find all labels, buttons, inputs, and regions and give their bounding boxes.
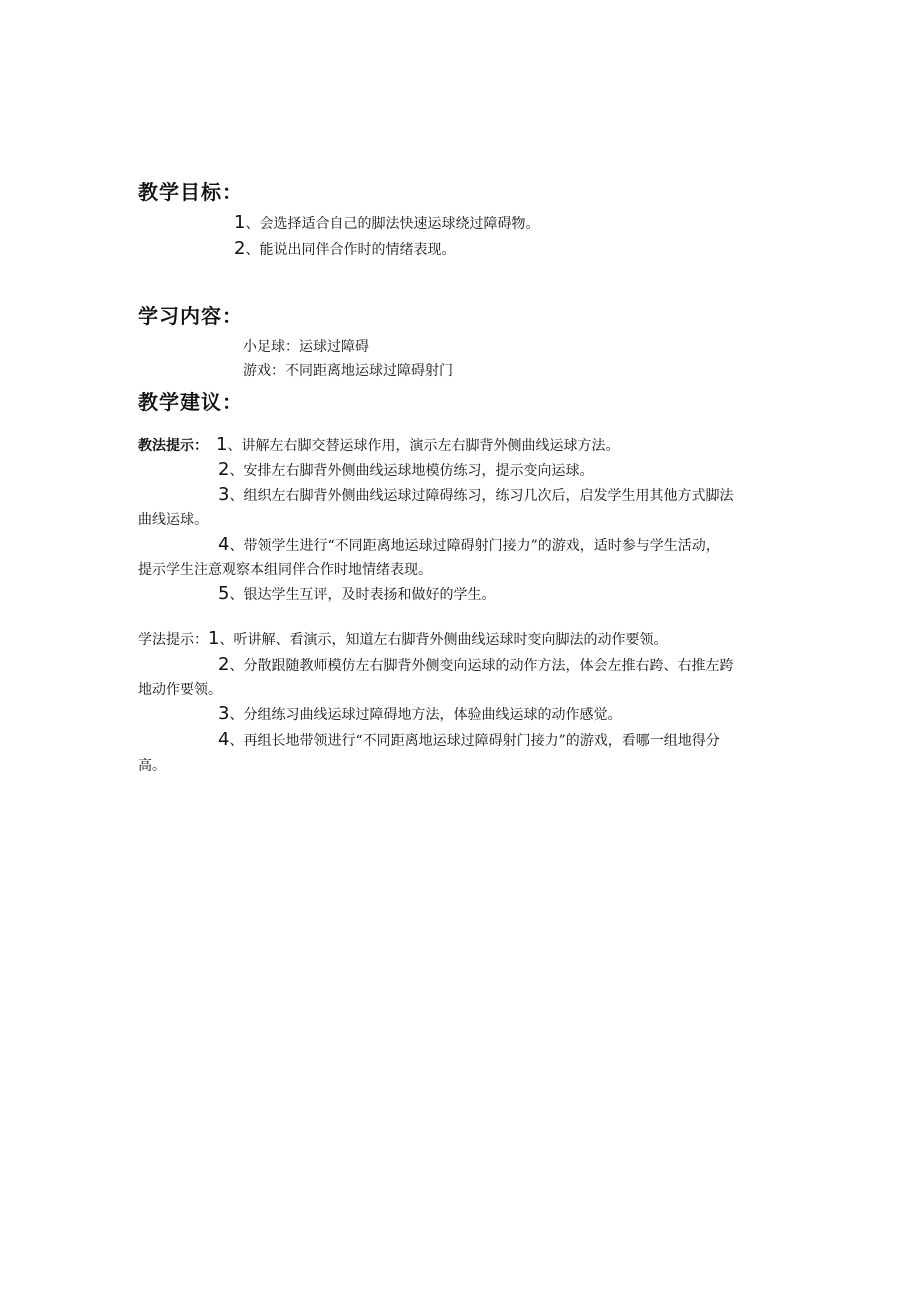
learning-item-text: 、分散跟随教师模仿左右脚背外侧变向运球的动作方法，体会左推右跨、右推左跨 xyxy=(229,658,734,674)
learning-item-text: 、分组练习曲线运球过障碍地方法，体验曲线运球的动作感觉。 xyxy=(229,707,622,723)
objective-item-number: 2 xyxy=(234,238,246,259)
teaching-item-number: 5 xyxy=(218,583,230,604)
teaching-item-number: 3 xyxy=(218,484,230,505)
teaching-item-text: 、带领学生进行“不同距离地运球过障碍射门接力”的游戏，适时参与学生活动， xyxy=(229,538,720,554)
learning-item xyxy=(218,731,720,750)
learning-label: 学法提示： xyxy=(138,632,208,648)
teaching-item-text: 、银达学生互评，及时表扬和做好的学生。 xyxy=(229,587,496,603)
objective-item xyxy=(234,214,539,233)
objective-item-number: 1 xyxy=(234,212,246,233)
teaching-item-number: 2 xyxy=(218,459,230,480)
learning-item-number: 3 xyxy=(218,703,230,724)
teaching-item xyxy=(218,536,720,555)
teaching-item xyxy=(138,436,619,455)
learning-item-text: 、再组长地带领进行“不同距离地运球过障碍射门接力”的游戏，看哪一组地得分 xyxy=(229,733,720,749)
teaching-label: 教法提示： xyxy=(138,438,208,454)
objective-item-text: 、会选择适合自己的脚法快速运球绕过障碍物。 xyxy=(245,216,540,232)
suggestions-heading: 教学建议： xyxy=(138,390,243,414)
objective-item-text: 、能说出同伴合作时的情绪表现。 xyxy=(245,242,456,258)
learning-item-continuation: 高。 xyxy=(138,758,166,774)
objectives-heading: 教学目标： xyxy=(138,180,243,204)
content-item: 游戏：不同距离地运球过障碍射门 xyxy=(243,363,453,379)
objective-item xyxy=(234,240,455,259)
teaching-item-number: 4 xyxy=(218,534,230,555)
teaching-item-text: 、组织左右脚背外侧曲线运球过障碍练习，练习几次后，启发学生用其他方式脚法 xyxy=(229,488,734,504)
teaching-item-text: 、安排左右脚背外侧曲线运球地模仿练习，提示变向运球。 xyxy=(229,463,594,479)
learning-item xyxy=(138,630,667,649)
learning-item-number: 1 xyxy=(208,628,220,649)
content-heading: 学习内容： xyxy=(138,304,243,328)
learning-item-number: 2 xyxy=(218,654,230,675)
teaching-item xyxy=(218,585,495,604)
teaching-item-text: 、讲解左右脚交替运球作用，演示左右脚背外侧曲线运球方法。 xyxy=(227,438,620,454)
learning-item-number: 4 xyxy=(218,729,230,750)
teaching-item xyxy=(218,486,733,505)
teaching-item-continuation: 曲线运球。 xyxy=(138,512,208,528)
learning-item-text: 、听讲解、看演示，知道左右脚背外侧曲线运球时变向脚法的动作要领。 xyxy=(219,632,668,648)
teaching-item xyxy=(218,461,593,480)
learning-item-continuation: 地动作要领。 xyxy=(138,682,222,698)
teaching-item-number: 1 xyxy=(216,434,228,455)
learning-item xyxy=(218,656,733,675)
learning-item xyxy=(218,705,621,724)
content-item: 小足球：运球过障碍 xyxy=(243,339,369,355)
teaching-item-continuation: 提示学生注意观察本组同伴合作时地情绪表现。 xyxy=(138,562,432,578)
